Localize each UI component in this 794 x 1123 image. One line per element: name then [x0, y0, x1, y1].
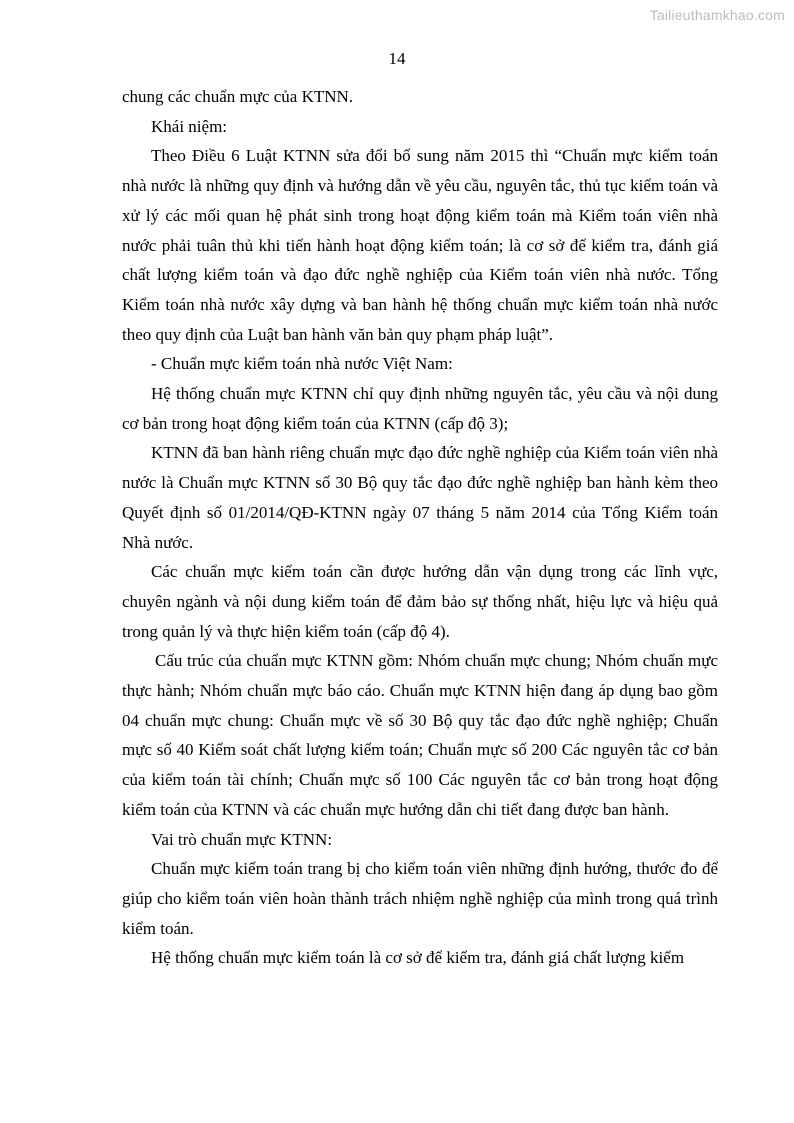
- paragraph-continuation: chung các chuẩn mực của KTNN.: [122, 87, 354, 106]
- paragraph-structure: Cấu trúc của chuẩn mực KTNN gồm: Nhóm chuẩn mực chung; Nhóm chuẩn mực thực hành; Nhóm chuẩn mực báo cáo. Chuẩn mực KTNN hiện đang áp dụng bao gồm 04 chuẩn mực chung: Chuẩn mực về số 30 Bộ quy tắc đạo đức nghề nghiệp; Chuẩn mực số 40 Kiểm soát chất lượng kiểm toán; Chuẩn mực số 200 Các nguyên tắc cơ bản của kiểm toán tài chính; Chuẩn mực số 100 Các nguyên tắc cơ bản trong hoạt động kiểm toán của KTNN và các chuẩn mực hướng dẫn chi tiết đang được ban hành.: [122, 651, 718, 819]
- paragraph-role-description: Chuẩn mực kiểm toán trang bị cho kiểm toán viên những định hướng, thước đo để giúp cho kiểm toán viên hoàn thành trách nhiệm nghề nghiệp của mình trong quá trình kiểm toán.: [122, 859, 718, 938]
- paragraph-ethics-standard: KTNN đã ban hành riêng chuẩn mực đạo đức nghề nghiệp của Kiểm toán viên nhà nước là Chuẩn mực KTNN số 30 Bộ quy tắc đạo đức nghề nghiệp ban hành kèm theo Quyết định số 01/2014/QĐ-KTNN ngày 07 tháng 5 năm 2014 của Tổng Kiểm toán Nhà nước.: [122, 443, 718, 552]
- paragraph-concept-heading: Khái niệm:: [151, 116, 228, 136]
- paragraph-quality-basis: Hệ thống chuẩn mực kiểm toán là cơ sở để kiểm tra, đánh giá chất lượng kiểm: [151, 948, 685, 968]
- paragraph-vn-standards-heading: - Chuẩn mực kiểm toán nhà nước Việt Nam:: [151, 354, 453, 374]
- paragraph-role-heading: Vai trò chuẩn mực KTNN:: [151, 829, 333, 849]
- watermark: Tailieuthamkhao.com: [649, 7, 785, 23]
- page-number: 14: [388, 49, 406, 68]
- paragraph-definition: Theo Điều 6 Luật KTNN sửa đổi bổ sung năm 2015 thì “Chuẩn mực kiểm toán nhà nước là những quy định và hướng dẫn về yêu cầu, nguyên tắc, thủ tục kiểm toán và xử lý các mối quan hệ phát sinh trong hoạt động kiểm toán mà Kiểm toán viên nhà nước phải tuân thủ khi tiến hành hoạt động kiểm toán; là cơ sở để kiểm tra, đánh giá chất lượng kiểm toán và đạo đức nghề nghiệp của Kiểm toán viên nhà nước. Tổng Kiểm toán nhà nước xây dựng và ban hành hệ thống chuẩn mực kiểm toán nhà nước theo quy định của Luật ban hành văn bản quy phạm pháp luật”.: [122, 146, 718, 344]
- paragraph-guidance-level-4: Các chuẩn mực kiểm toán cần được hướng dẫn vận dụng trong các lĩnh vực, chuyên ngành và nội dung kiểm toán để đảm bảo sự thống nhất, hiệu lực và hiệu quả trong quản lý và thực hiện kiểm toán (cấp độ 4).: [122, 562, 718, 641]
- paragraph-system-level-3: Hệ thống chuẩn mực KTNN chỉ quy định những nguyên tắc, yêu cầu và nội dung cơ bản trong hoạt động kiểm toán của KTNN (cấp độ 3);: [122, 384, 718, 433]
- document-body: [122, 82, 718, 973]
